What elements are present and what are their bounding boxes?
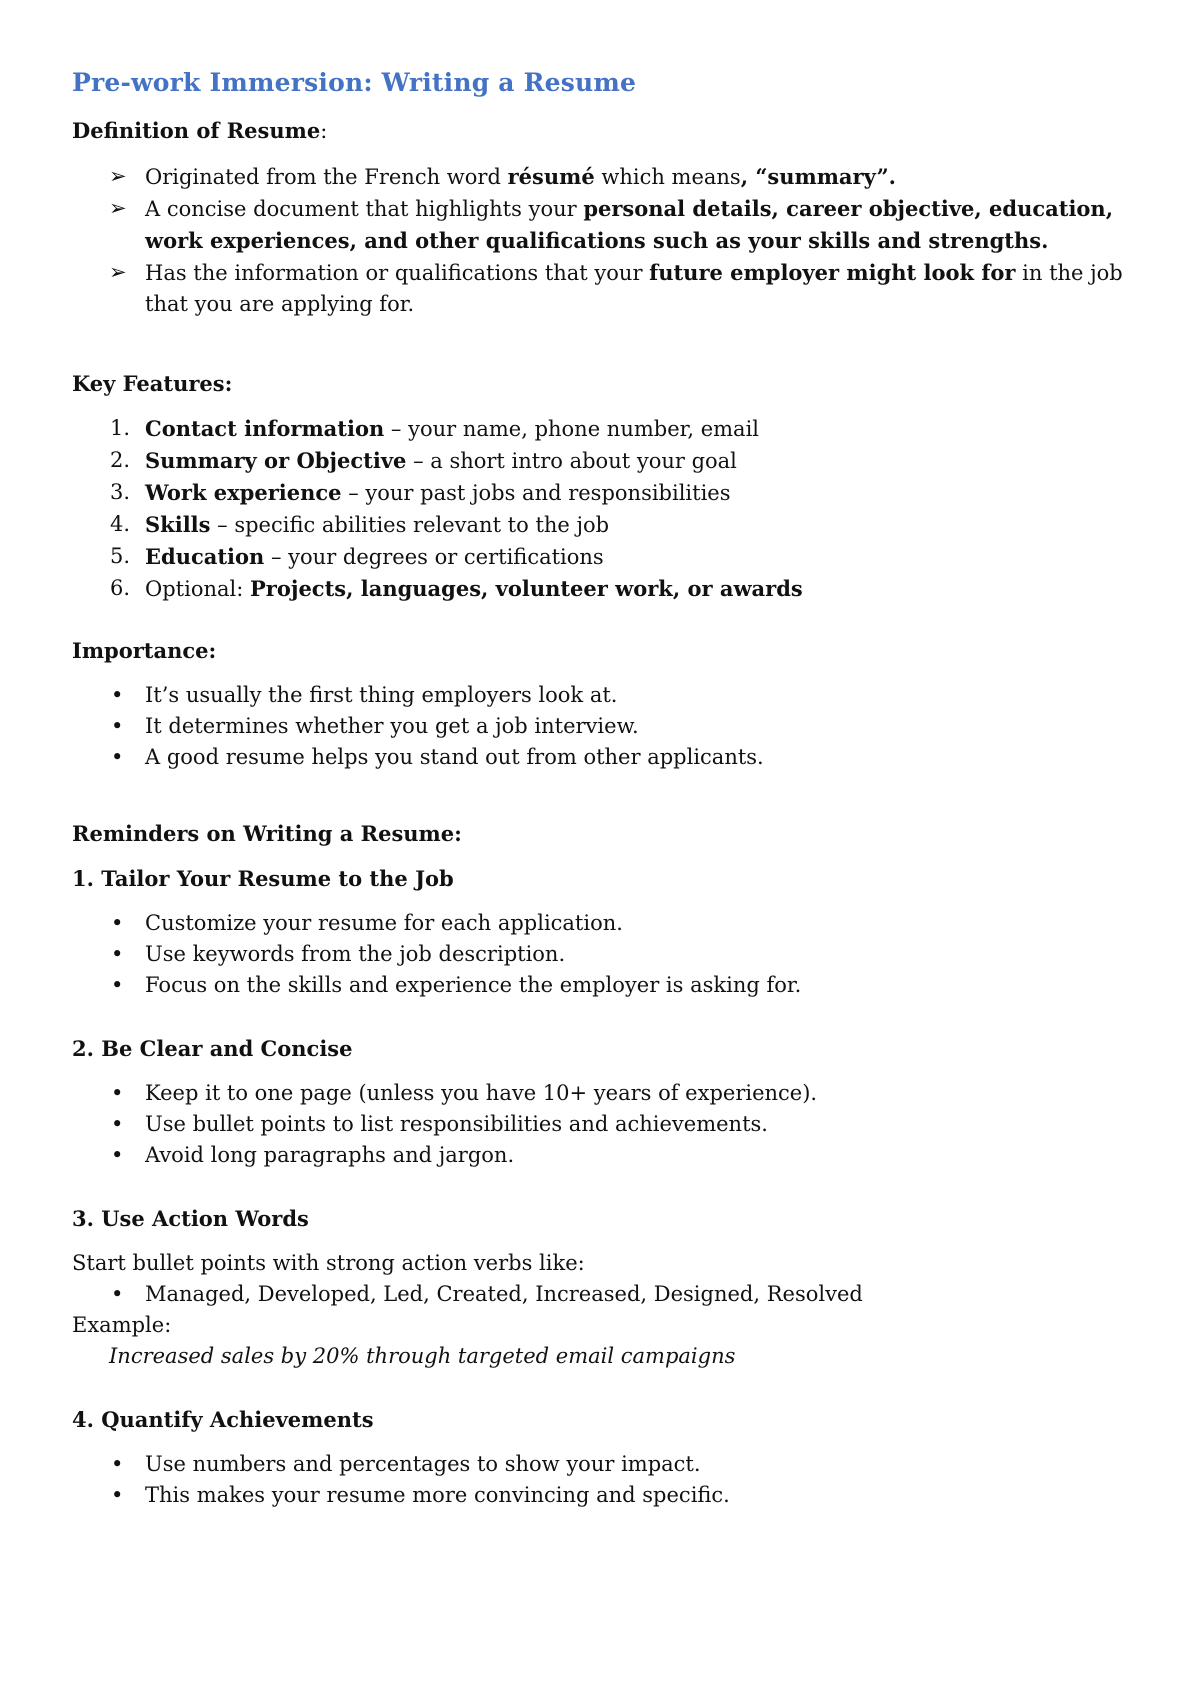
key-features-list	[72, 413, 1142, 605]
reminder-1-heading: 1. Tailor Your Resume to the Job	[72, 866, 454, 891]
bullet-icon: •	[111, 942, 124, 966]
list-item: 5. Education – your degrees or certifications	[72, 541, 1142, 573]
bullet-icon: •	[111, 1081, 124, 1105]
bullet-icon: •	[111, 973, 124, 997]
list-item: • It’s usually the first thing employers look at.	[72, 680, 1142, 711]
definition-list	[72, 161, 1142, 320]
list-number: 6.	[110, 576, 131, 600]
definition-heading	[72, 115, 1142, 147]
list-item: • Keep it to one page (unless you have 10+ years of experience).	[72, 1078, 1142, 1109]
list-item: • It determines whether you get a job interview.	[72, 711, 1142, 742]
definition-heading-colon: :	[320, 119, 328, 143]
bullet-icon: •	[111, 911, 124, 935]
reminder-3-heading: 3. Use Action Words	[72, 1206, 309, 1231]
list-item: • Use keywords from the job description.	[72, 939, 1142, 970]
example-label: Example:	[72, 1313, 172, 1337]
list-number: 1.	[110, 416, 131, 440]
bullet-icon: •	[111, 683, 124, 707]
definition-heading-text: Definition of Resume	[72, 118, 321, 143]
importance-heading: Importance:	[72, 638, 217, 663]
document-page	[72, 68, 1142, 1511]
list-number: 2.	[110, 448, 131, 472]
reminder-1-list	[72, 908, 1142, 1001]
list-number: 5.	[110, 544, 131, 568]
page-title: Pre-work Immersion: Writing a Resume	[72, 68, 637, 97]
bullet-icon: •	[111, 1143, 124, 1167]
list-number: 4.	[110, 512, 131, 536]
bullet-icon: •	[111, 1483, 124, 1507]
reminder-3-list	[72, 1279, 1142, 1310]
bullet-icon: •	[111, 714, 124, 738]
list-item: 6. Optional: Projects, languages, volunteer work, or awards	[72, 573, 1142, 605]
reminder-4-list	[72, 1449, 1142, 1511]
list-item: • Focus on the skills and experience the employer is asking for.	[72, 970, 1142, 1001]
arrow-bullet-icon: ➢	[109, 196, 127, 220]
bullet-icon: •	[111, 1282, 124, 1306]
list-item: 4. Skills – specific abilities relevant to the job	[72, 509, 1142, 541]
reminder-2-heading: 2. Be Clear and Concise	[72, 1036, 353, 1061]
key-features-heading: Key Features:	[72, 371, 233, 396]
list-item: 2. Summary or Objective – a short intro about your goal	[72, 445, 1142, 477]
reminder-2-list	[72, 1078, 1142, 1171]
list-item: 3. Work experience – your past jobs and responsibilities	[72, 477, 1142, 509]
bullet-icon: •	[111, 745, 124, 769]
list-item: • Use bullet points to list responsibilities and achievements.	[72, 1109, 1142, 1140]
bullet-icon: •	[111, 1452, 124, 1476]
list-item: • This makes your resume more convincing and specific.	[72, 1480, 1142, 1511]
list-item: • Customize your resume for each application.	[72, 908, 1142, 939]
list-item: ➢ Has the information or qualifications that your future employer might look for in the job that you are applying for.	[72, 257, 1142, 320]
list-item: 1. Contact information – your name, phone number, email	[72, 413, 1142, 445]
list-item: • Avoid long paragraphs and jargon.	[72, 1140, 1142, 1171]
list-number: 3.	[110, 480, 131, 504]
bullet-icon: •	[111, 1112, 124, 1136]
arrow-bullet-icon: ➢	[109, 164, 127, 188]
action-verbs-intro: Start bullet points with strong action verbs like:	[72, 1251, 585, 1275]
reminder-4-heading: 4. Quantify Achievements	[72, 1407, 374, 1432]
arrow-bullet-icon: ➢	[109, 260, 127, 284]
list-item: • Managed, Developed, Led, Created, Increased, Designed, Resolved	[72, 1279, 1142, 1310]
list-item: ➢ A concise document that highlights your personal details, career objective, education, work experiences, and other qualifications such as your skills and strengths.	[72, 193, 1142, 257]
list-item: • Use numbers and percentages to show your impact.	[72, 1449, 1142, 1480]
list-item: ➢ Originated from the French word résumé which means, “summary”.	[72, 161, 1142, 193]
list-item: • A good resume helps you stand out from other applicants.	[72, 742, 1142, 773]
example-text: Increased sales by 20% through targeted email campaigns	[109, 1344, 736, 1368]
reminders-heading: Reminders on Writing a Resume:	[72, 821, 462, 846]
importance-list	[72, 680, 1142, 773]
